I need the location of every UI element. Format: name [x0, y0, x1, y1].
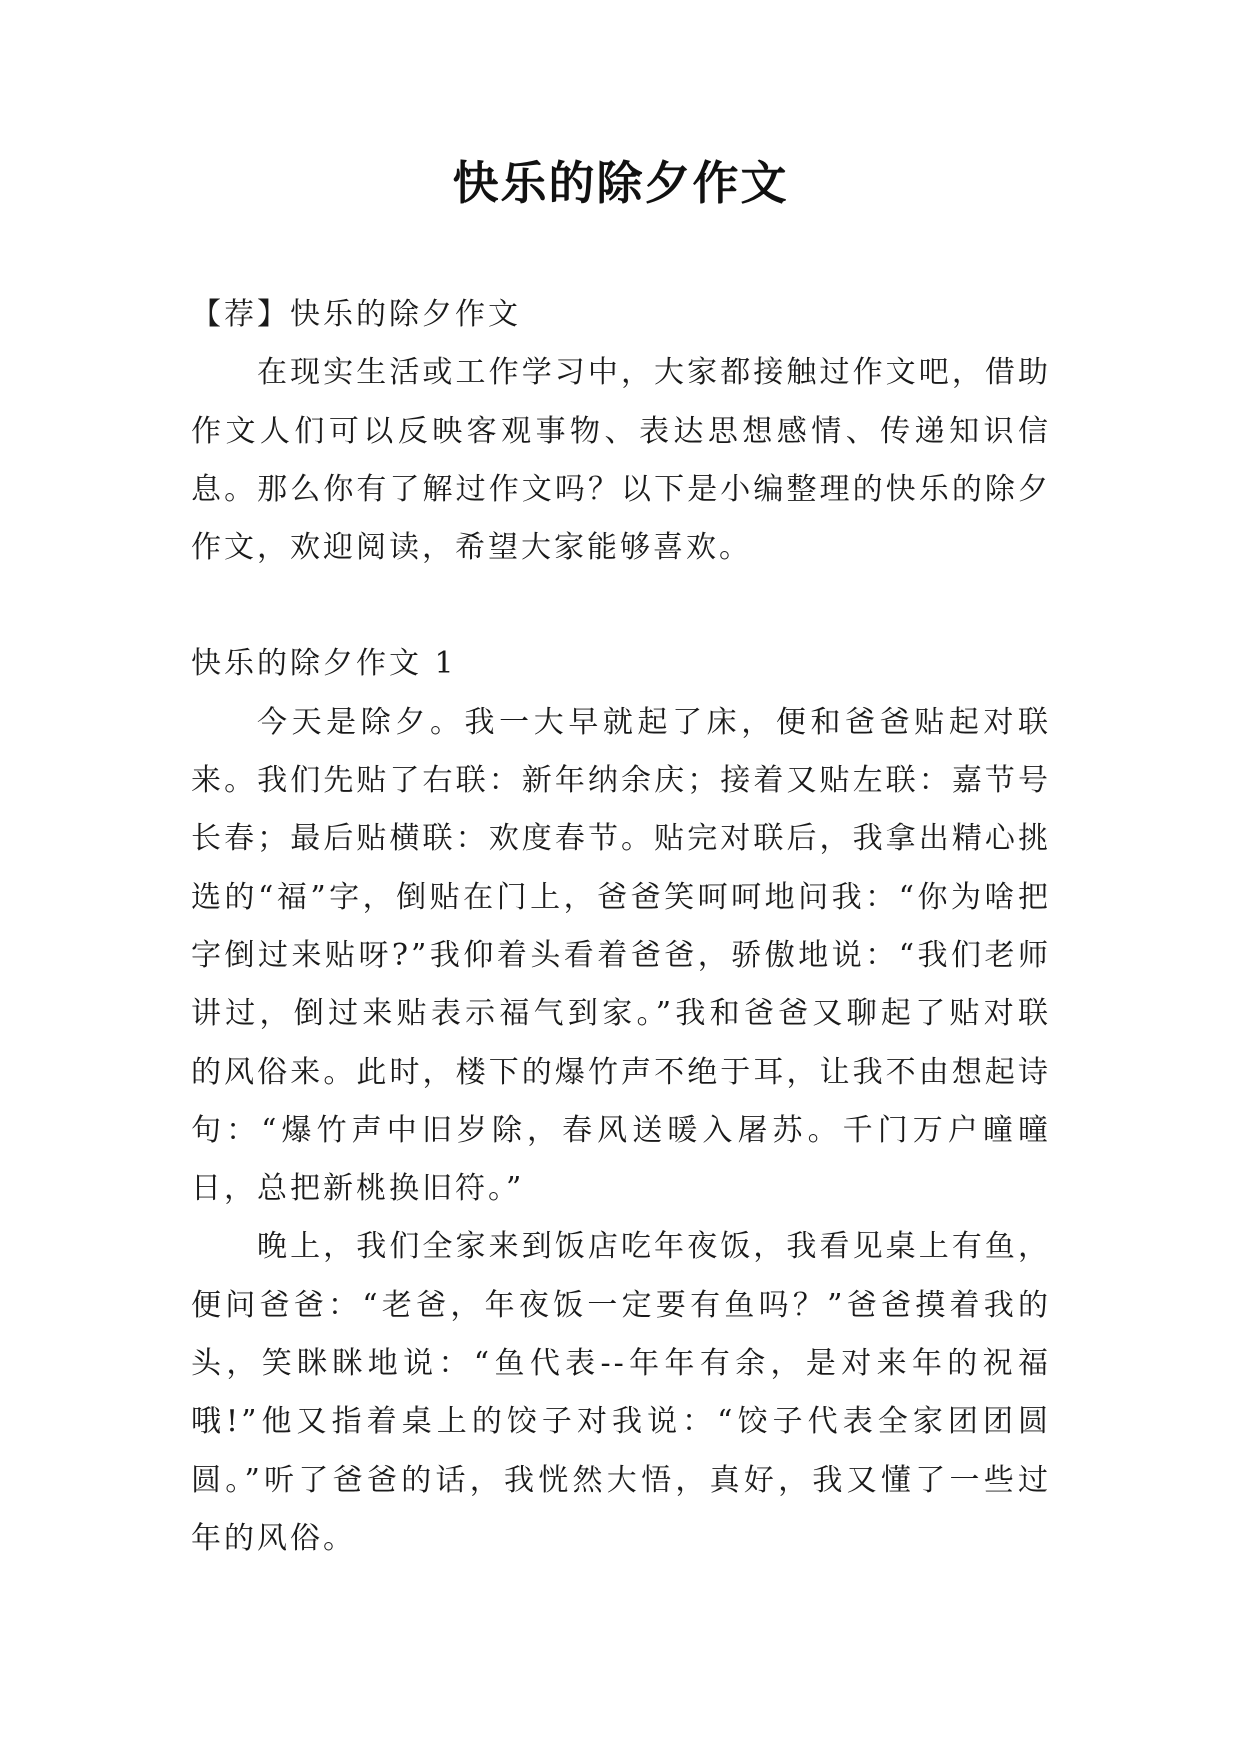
- document-body: [191, 286, 1051, 1568]
- body-paragraph: 晚上，我们全家来到饭店吃年夜饭，我看见桌上有鱼，便问爸爸：“老爸，年夜饭一定要有鱼吗？”爸爸摸着我的头，笑眯眯地说：“鱼代表--年年有余，是对来年的祝福哦!”他又指着桌上的饺子对我说：“饺子代表全家团团圆圆。”听了爸爸的话，我恍然大悟，真好，我又懂了一些过年的风俗。: [191, 1229, 1051, 1556]
- paragraph-gap: [191, 577, 1051, 635]
- document-title: 快乐的除夕作文: [452, 156, 789, 210]
- subtitle-line: 【荐】快乐的除夕作文: [191, 297, 521, 332]
- section-heading: 快乐的除夕作文 1: [191, 646, 457, 682]
- body-paragraph: 今天是除夕。我一大早就起了床，便和爸爸贴起对联来。我们先贴了右联：新年纳余庆；接着又贴左联：嘉节号长春；最后贴横联：欢度春节。贴完对联后，我拿出精心挑选的“福”字，倒贴在门上，爸爸笑呵呵地问我：“你为啥把字倒过来贴呀?”我仰着头看着爸爸，骄傲地说：“我们老师讲过，倒过来贴表示福气到家。”我和爸爸又聊起了贴对联的风俗来。此时，楼下的爆竹声不绝于耳，让我不由想起诗句：“爆竹声中旧岁除，春风送暖入屠苏。千门万户曈曈日，总把新桃换旧符。”: [191, 704, 1051, 1207]
- intro-paragraph: 在现实生活或工作学习中，大家都接触过作文吧，借助作文人们可以反映客观事物、表达思想感情、传递知识信息。那么你有了解过作文吗？以下是小编整理的快乐的除夕作文，欢迎阅读，希望大家能够喜欢。: [191, 355, 1051, 566]
